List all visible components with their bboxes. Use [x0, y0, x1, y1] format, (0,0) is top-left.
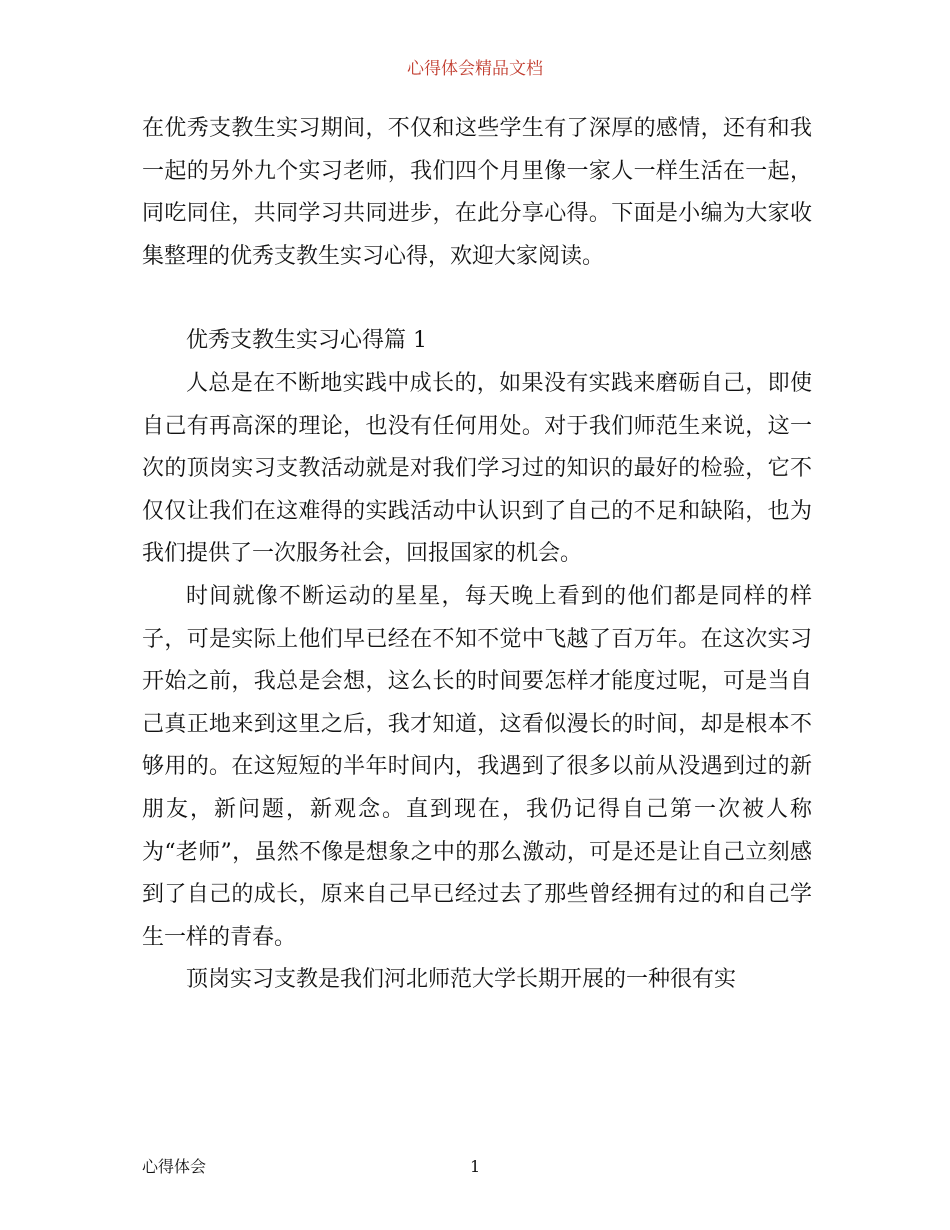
body-paragraph: 时间就像不断运动的星星，每天晚上看到的他们都是同样的样子，可是实际上他们早已经在不知不觉中飞越了百万年。在这次实习开始之前，我总是会想，这么长的时间要怎样才能度过呢，可是当自己真正地来到这里之后，我才知道，这看似漫长的时间，却是根本不够用的。在这短短的半年时间内，我遇到了很多以前从没遇到过的新朋友，新问题，新观念。直到现在，我仍记得自己第一次被人称为“老师”，虽然不像是想象之中的那么激动，可是还是让自己立刻感到了自己的成长，原来自己早已经过去了那些曾经拥有过的和自己学生一样的青春。	[142, 583, 812, 950]
body-paragraph: 顶岗实习支教是我们河北师范大学长期开展的一种很有实	[186, 967, 737, 993]
page-number: 1	[470, 1157, 481, 1176]
document-body	[142, 108, 812, 1002]
footer-label: 心得体会	[142, 1157, 207, 1176]
intro-paragraph: 在优秀支教生实习期间，不仅和这些学生有了深厚的感情，还有和我一起的另外九个实习老师，我们四个月里像一家人一样生活在一起，同吃同住，共同学习共同进步，在此分享心得。下面是小编为大家收集整理的优秀支教生实习心得，欢迎大家阅读。	[142, 116, 812, 269]
section-title: 优秀支教生实习心得篇 1	[186, 328, 427, 354]
page-header-title: 心得体会精品文档	[407, 59, 543, 79]
body-paragraph: 人总是在不断地实践中成长的，如果没有实践来磨砺自己，即使自己有再高深的理论，也没有任何用处。对于我们师范生来说，这一次的顶岗实习支教活动就是对我们学习过的知识的最好的检验，它不仅仅让我们在这难得的实践活动中认识到了自己的不足和缺陷，也为我们提供了一次服务社会，回报国家的机会。	[142, 370, 812, 567]
